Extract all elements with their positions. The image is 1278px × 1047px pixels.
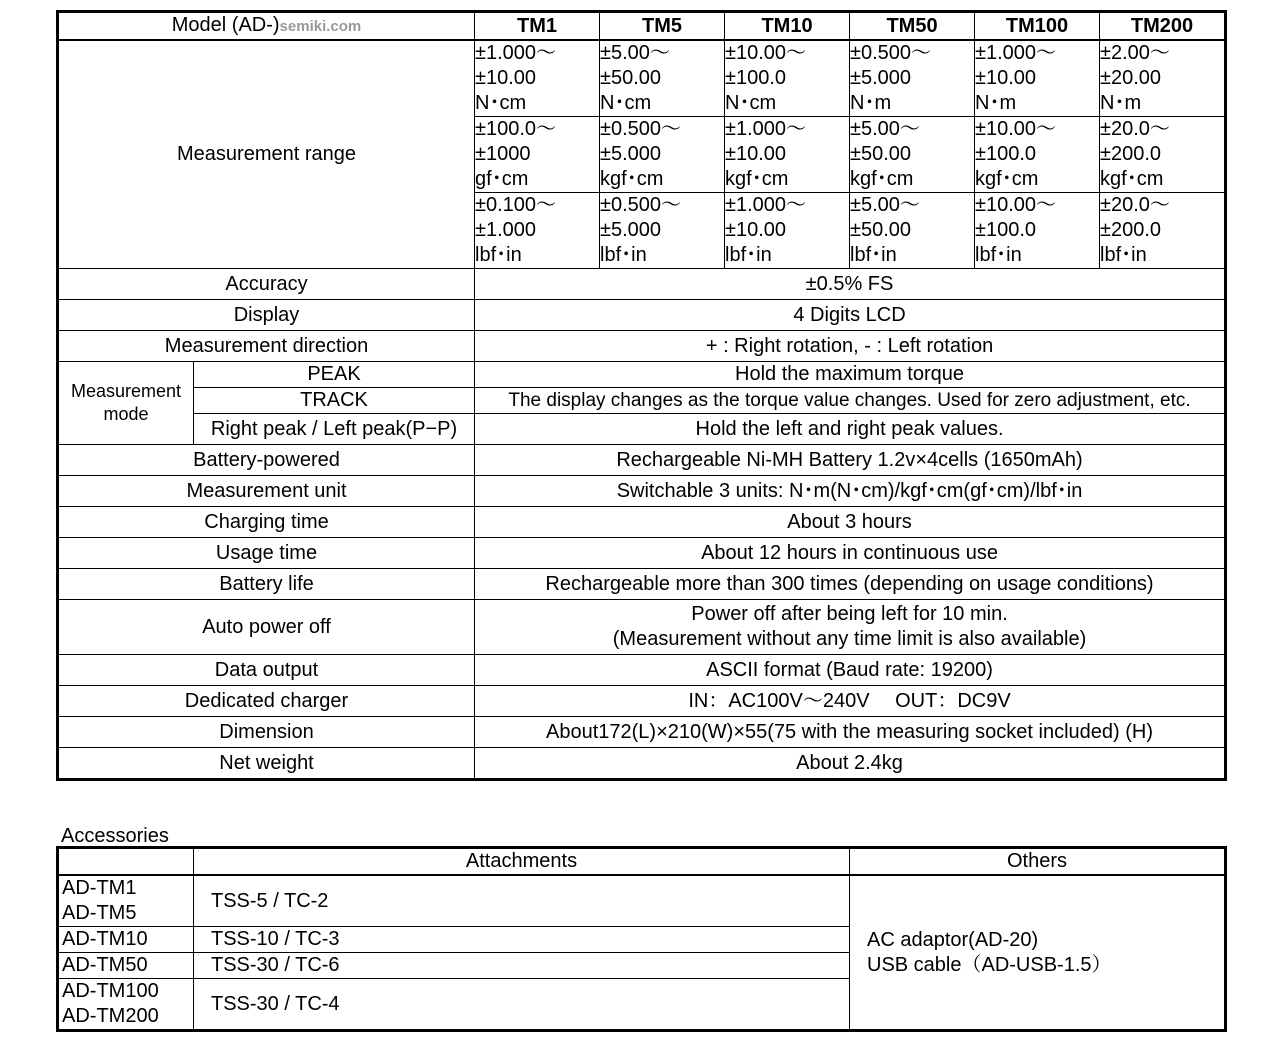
range-cell: ±0.100～ ±1.000 lbf･in: [475, 193, 600, 269]
peak-value: Hold the maximum torque: [475, 362, 1226, 388]
peak-label: PEAK: [194, 362, 475, 388]
usage-row: [58, 538, 1226, 569]
attachment-cell: TSS-10 / TC-3: [194, 927, 850, 953]
direction-label: Measurement direction: [58, 331, 475, 362]
attachment-cell: TSS-5 / TC-2: [194, 875, 850, 927]
weight-row: [58, 748, 1226, 780]
accessories-corner: [58, 848, 194, 876]
model-name: AD-TM5: [62, 902, 137, 924]
range-cell: ±5.00～ ±50.00 N･cm: [600, 40, 725, 117]
range-cell: ±0.500～ ±5.000 kgf･cm: [600, 117, 725, 193]
accessory-models: [58, 979, 194, 1031]
attachment-cell: TSS-30 / TC-6: [194, 953, 850, 979]
model-tm100: TM100: [975, 12, 1100, 41]
battery-value: Rechargeable Ni-MH Battery 1.2v×4cells (1650mAh): [475, 445, 1226, 476]
battery-label: Battery-powered: [58, 445, 475, 476]
range-cell: ±5.00～ ±50.00 lbf･in: [850, 193, 975, 269]
dimension-label: Dimension: [58, 717, 475, 748]
range-cell: ±20.0～ ±200.0 lbf･in: [1100, 193, 1226, 269]
attachments-header: Attachments: [194, 848, 850, 876]
attachment-cell: TSS-30 / TC-4: [194, 979, 850, 1031]
data-output-row: [58, 655, 1226, 686]
charging-row: [58, 507, 1226, 538]
unit-label: Measurement unit: [58, 476, 475, 507]
model-name: AD-TM1: [62, 877, 137, 899]
model-name: AD-TM10: [58, 927, 194, 953]
charger-label: Dedicated charger: [58, 686, 475, 717]
display-value: 4 Digits LCD: [475, 300, 1226, 331]
accuracy-row: [58, 269, 1226, 300]
unit-row: [58, 476, 1226, 507]
battery-life-row: [58, 569, 1226, 600]
range-cell: ±1.000～ ±10.00 N･cm: [475, 40, 600, 117]
range-row-nm: [58, 40, 1226, 117]
model-tm1: TM1: [475, 12, 600, 41]
track-value: The display changes as the torque value changes. Used for zero adjustment, etc.: [475, 388, 1226, 414]
range-cell: ±1.000～ ±10.00 kgf･cm: [725, 117, 850, 193]
auto-off-value: [475, 600, 1226, 655]
auto-off-line-2: (Measurement without any time limit is also available): [612, 628, 1087, 650]
charging-label: Charging time: [58, 507, 475, 538]
model-name: AD-TM200: [62, 1005, 159, 1027]
accessories-table: [56, 846, 1227, 1032]
auto-off-label: Auto power off: [58, 600, 475, 655]
range-cell: ±2.00～ ±20.00 N･m: [1100, 40, 1226, 117]
accuracy-label: Accuracy: [58, 269, 475, 300]
dimension-value: About172(L)×210(W)×55(75 with the measuring socket included) (H): [475, 717, 1226, 748]
unit-value: Switchable 3 units: N･m(N･cm)/kgf･cm(gf･cm)/lbf･in: [475, 476, 1226, 507]
range-cell: ±100.0～ ±1000 gf･cm: [475, 117, 600, 193]
accessories-header-row: [58, 848, 1226, 876]
model-tm200: TM200: [1100, 12, 1226, 41]
model-name: AD-TM100: [62, 980, 159, 1002]
range-cell: ±10.00～ ±100.0 kgf･cm: [975, 117, 1100, 193]
mode-pp-row: [58, 414, 1226, 445]
others-header: Others: [850, 848, 1226, 876]
track-label: TRACK: [194, 388, 475, 414]
measurement-mode-label: Measurement mode: [58, 362, 194, 445]
pp-value: Hold the left and right peak values.: [475, 414, 1226, 445]
auto-off-line-1: Power off after being left for 10 min.: [691, 603, 1008, 625]
mode-peak-row: [58, 362, 1226, 388]
charging-value: About 3 hours: [475, 507, 1226, 538]
weight-value: About 2.4kg: [475, 748, 1226, 780]
display-label: Display: [58, 300, 475, 331]
header-row: [58, 12, 1226, 41]
measurement-range-label: Measurement range: [58, 40, 475, 269]
usage-label: Usage time: [58, 538, 475, 569]
dimension-row: [58, 717, 1226, 748]
watermark: semiki.com: [279, 18, 362, 35]
range-cell: ±20.0～ ±200.0 kgf･cm: [1100, 117, 1226, 193]
accessories-title: Accessories: [61, 825, 169, 847]
accessories-row: [58, 875, 1226, 927]
weight-label: Net weight: [58, 748, 475, 780]
auto-off-row: [58, 600, 1226, 655]
model-tm50: TM50: [850, 12, 975, 41]
range-cell: ±10.00～ ±100.0 lbf･in: [975, 193, 1100, 269]
others-item: AC adaptor(AD-20): [867, 928, 1039, 951]
charger-value: IN：AC100V～240V OUT：DC9V: [475, 686, 1226, 717]
pp-label: Right peak / Left peak(P−P): [194, 414, 475, 445]
model-tm5: TM5: [600, 12, 725, 41]
display-row: [58, 300, 1226, 331]
mode-track-row: [58, 388, 1226, 414]
accessory-models: [58, 875, 194, 927]
range-cell: ±0.500～ ±5.000 N･m: [850, 40, 975, 117]
range-cell: ±10.00～ ±100.0 N･cm: [725, 40, 850, 117]
direction-value: + : Right rotation, - : Left rotation: [475, 331, 1226, 362]
others-item: USB cable（AD-USB-1.5）: [867, 953, 1112, 976]
range-cell: ±1.000～ ±10.00 N･m: [975, 40, 1100, 117]
range-cell: ±5.00～ ±50.00 kgf･cm: [850, 117, 975, 193]
battery-life-value: Rechargeable more than 300 times (depending on usage conditions): [475, 569, 1226, 600]
battery-row: [58, 445, 1226, 476]
spec-table: [56, 10, 1227, 781]
model-tm10: TM10: [725, 12, 850, 41]
battery-life-label: Battery life: [58, 569, 475, 600]
charger-row: [58, 686, 1226, 717]
others-cell: [850, 875, 1226, 1031]
range-cell: ±1.000～ ±10.00 lbf･in: [725, 193, 850, 269]
direction-row: [58, 331, 1226, 362]
accuracy-value: ±0.5% FS: [475, 269, 1226, 300]
model-header: Model (AD-)semiki.com: [58, 12, 475, 41]
usage-value: About 12 hours in continuous use: [475, 538, 1226, 569]
range-cell: ±0.500～ ±5.000 lbf･in: [600, 193, 725, 269]
data-output-value: ASCII format (Baud rate: 19200): [475, 655, 1226, 686]
data-output-label: Data output: [58, 655, 475, 686]
model-name: AD-TM50: [58, 953, 194, 979]
